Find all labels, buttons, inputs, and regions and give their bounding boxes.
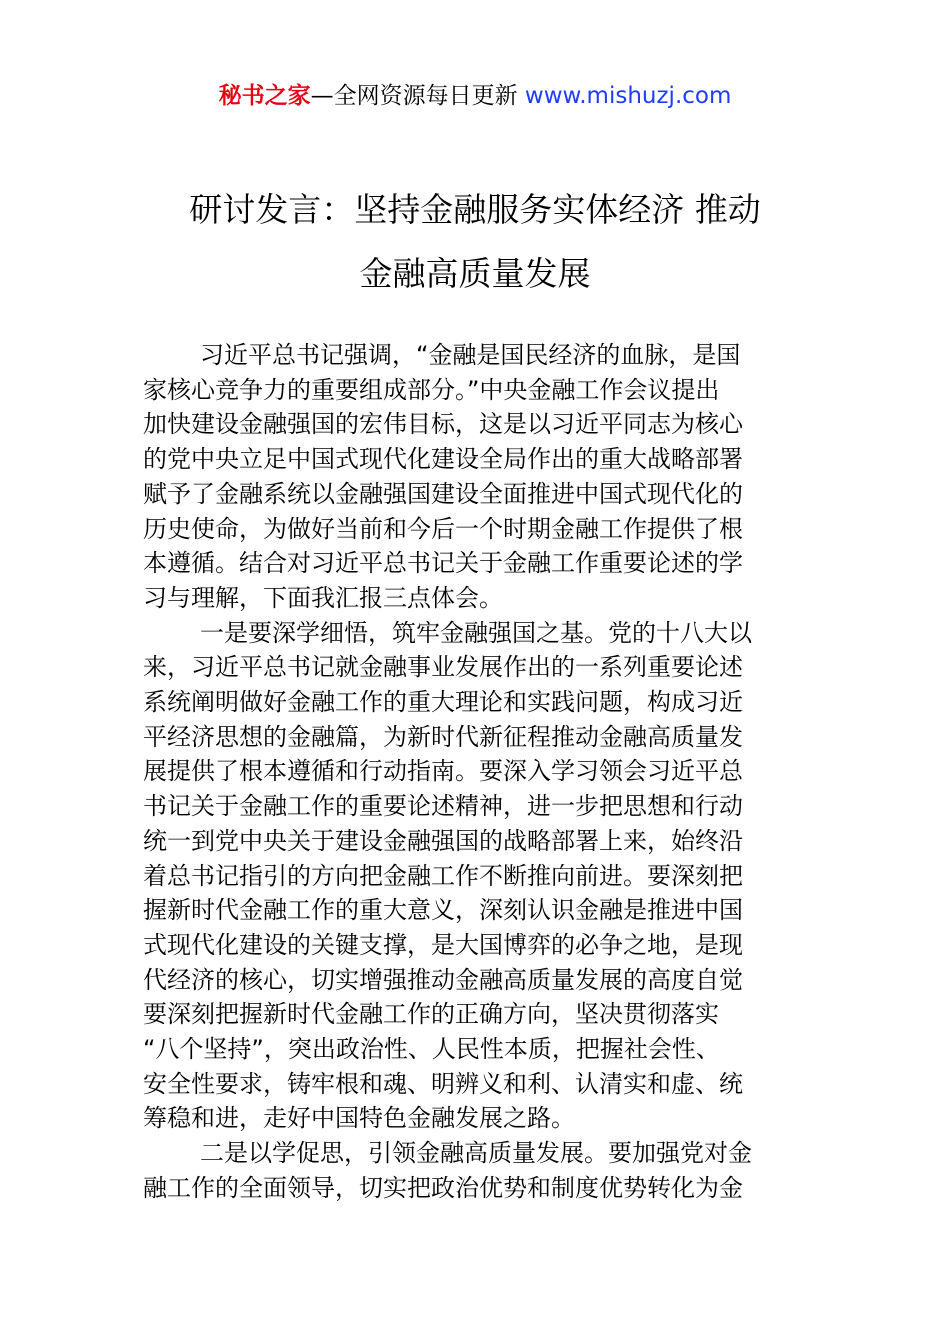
body-line: 融工作的全面领导，切实把政治优势和制度优势转化为金 — [143, 1173, 743, 1202]
document-body — [143, 338, 808, 1206]
body-line: 握新时代金融工作的重大意义，深刻认识金融是推进中国 — [143, 896, 743, 925]
body-line: 习与理解，下面我汇报三点体会。 — [143, 583, 503, 612]
body-line: 着总书记指引的方向把金融工作不断推向前进。要深刻把 — [143, 861, 743, 890]
site-url-link[interactable]: www.mishuzj.com — [524, 83, 732, 109]
body-line: 代经济的核心，切实增强推动金融高质量发展的高度自觉 — [143, 965, 743, 994]
body-line: 历史使命，为做好当前和今后一个时期金融工作提供了根 — [143, 514, 743, 543]
body-line: 统一到党中央关于建设金融强国的战略部署上来，始终沿 — [143, 826, 743, 855]
body-line: 系统阐明做好金融工作的重大理论和实践问题，构成习近 — [143, 688, 743, 717]
body-line: 安全性要求，铸牢根和魂、明辨义和利、认清实和虚、统 — [143, 1069, 743, 1098]
body-line: 平经济思想的金融篇，为新时代新征程推动金融高质量发 — [143, 722, 743, 751]
title-line-1: 研讨发言：坚持金融服务实体经济 推动 — [189, 190, 761, 229]
body-line: 式现代化建设的关键支撑，是大国博弈的必争之地，是现 — [143, 930, 743, 959]
body-line: 家核心竞争力的重要组成部分。”中央金融工作会议提出 — [143, 375, 720, 404]
body-line: 的党中央立足中国式现代化建设全局作出的重大战略部署 — [143, 445, 743, 474]
site-brand: 秘书之家 — [218, 83, 311, 109]
body-line: 赋予了金融系统以金融强国建设全面推进中国式现代化的 — [143, 479, 743, 508]
title-line-2: 金融高质量发展 — [359, 254, 591, 293]
site-tagline: —全网资源每日更新 — [310, 83, 525, 109]
body-line: 加快建设金融强国的宏伟目标，这是以习近平同志为核心 — [143, 410, 743, 439]
body-line: 习近平总书记强调，“金融是国民经济的血脉，是国 — [200, 341, 741, 369]
site-header — [0, 80, 950, 112]
body-line: 展提供了根本遵循和行动指南。要深入学习领会习近平总 — [143, 757, 743, 786]
document-title — [60, 178, 890, 306]
body-line: 二是以学促思，引领金融高质量发展。要加强党对金 — [200, 1139, 752, 1168]
body-line: “八个坚持”，突出政治性、人民性本质，把握社会性、 — [143, 1035, 720, 1064]
body-line: 本遵循。结合对习近平总书记关于金融工作重要论述的学 — [143, 549, 743, 578]
body-line: 来，习近平总书记就金融事业发展作出的一系列重要论述 — [143, 653, 743, 682]
body-line: 书记关于金融工作的重要论述精神，进一步把思想和行动 — [143, 792, 743, 821]
body-line: 筹稳和进，走好中国特色金融发展之路。 — [143, 1104, 575, 1133]
body-line: 要深刻把握新时代金融工作的正确方向，坚决贯彻落实 — [143, 1000, 719, 1029]
body-line: 一是要深学细悟，筑牢金融强国之基。党的十八大以 — [200, 618, 752, 647]
